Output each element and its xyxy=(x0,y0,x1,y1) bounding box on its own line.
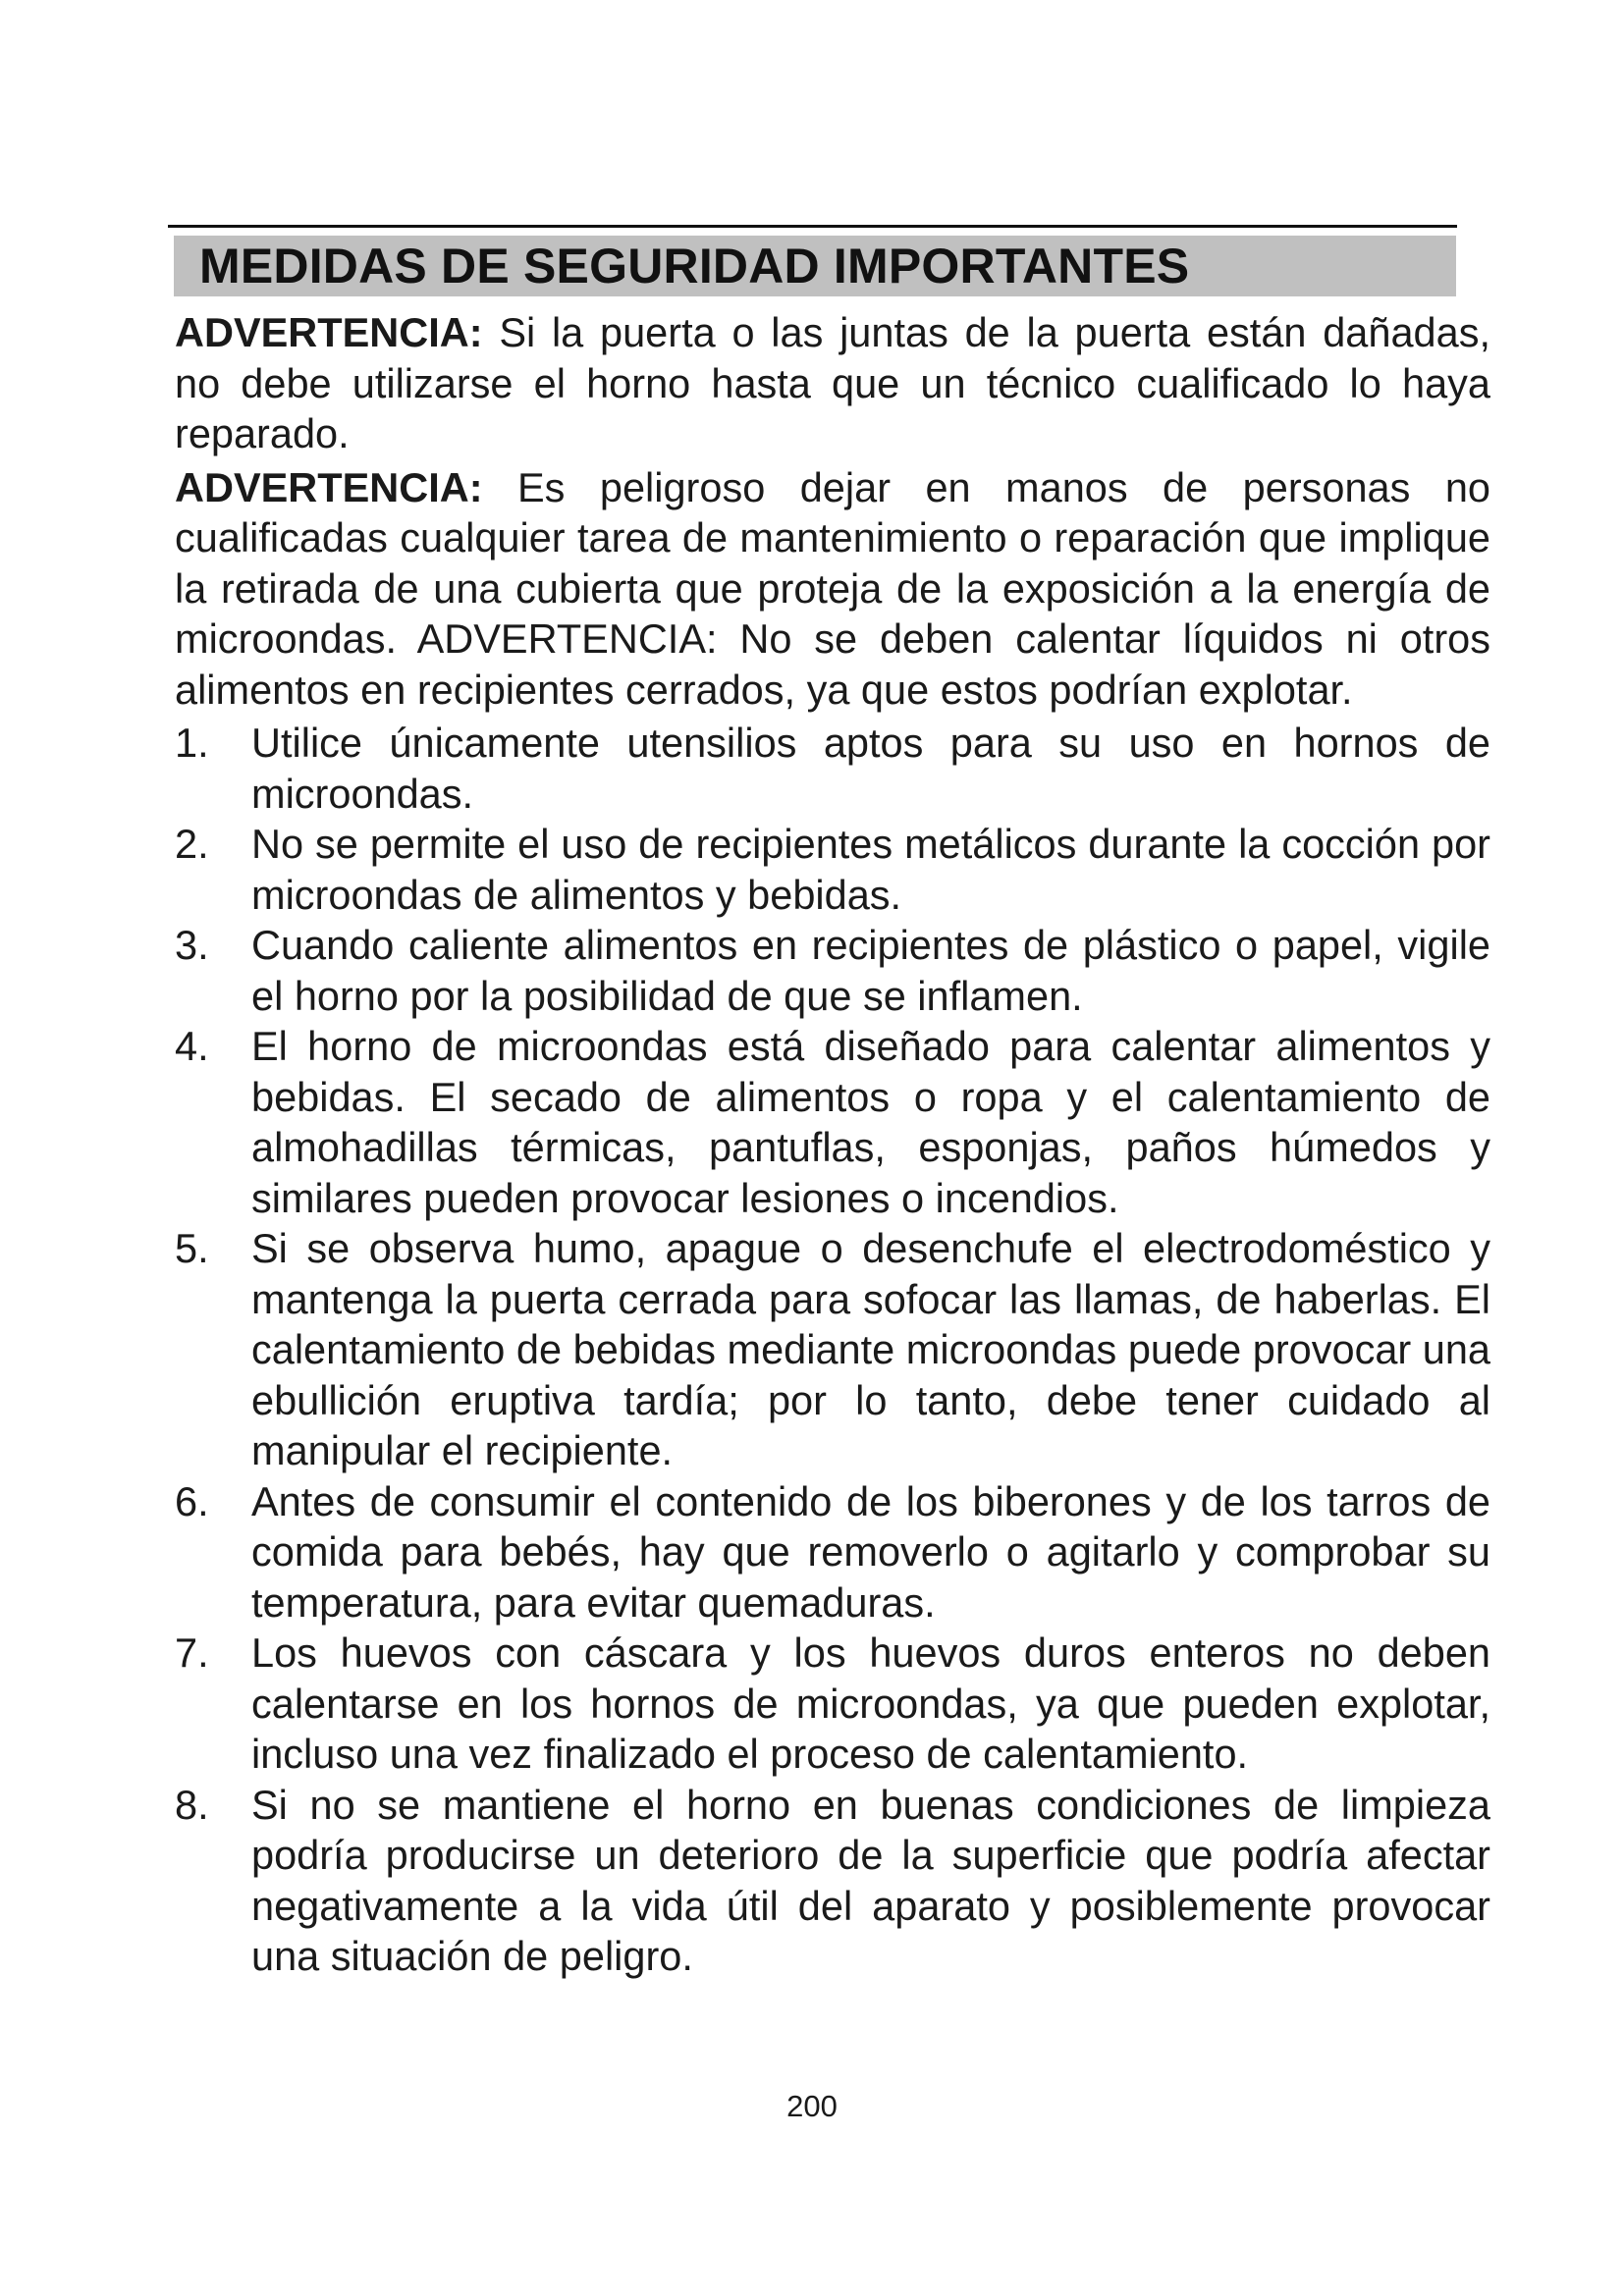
list-item-text: Utilice únicamente utensilios aptos para su uso en hornos de microondas. xyxy=(251,720,1490,817)
list-item-text: Si no se mantiene el horno en buenas condiciones de limpieza podría producirse un deterioro de la superficie que podría afectar negativamente a la vida útil del aparato y posiblemente provocar una situación de peligro. xyxy=(251,1781,1490,1979)
list-item-number: 1. xyxy=(175,720,209,766)
warning-paragraph-2 xyxy=(175,462,1490,716)
list-item xyxy=(175,920,1490,1021)
list-item xyxy=(175,819,1490,920)
list-item-text: No se permite el uso de recipientes metálicos durante la cocción por microondas de alimentos y bebidas. xyxy=(251,821,1490,918)
document-body xyxy=(175,307,1490,1982)
list-item-number: 4. xyxy=(175,1023,209,1069)
list-item-number: 3. xyxy=(175,922,209,968)
list-item xyxy=(175,1021,1490,1223)
list-item-text: El horno de microondas está diseñado para calentar alimentos y bebidas. El secado de alimentos o ropa y el calentamiento de almohadillas térmicas, pantuflas, esponjas, paños húmedos y similares pueden provocar lesiones o incendios. xyxy=(251,1023,1490,1221)
section-title: MEDIDAS DE SEGURIDAD IMPORTANTES xyxy=(199,239,1190,294)
list-item-number: 8. xyxy=(175,1781,209,1828)
list-item xyxy=(175,1223,1490,1476)
list-item-text: Los huevos con cáscara y los huevos duros enteros no deben calentarse en los hornos de microondas, ya que pueden explotar, incluso una vez finalizado el proceso de calentamiento. xyxy=(251,1629,1490,1777)
safety-instructions-list xyxy=(175,718,1490,1982)
list-item xyxy=(175,1628,1490,1780)
warning-paragraph-1 xyxy=(175,307,1490,459)
list-item xyxy=(175,718,1490,819)
list-item-number: 5. xyxy=(175,1225,209,1271)
section-title-band xyxy=(174,236,1456,296)
top-rule-divider xyxy=(168,225,1457,228)
list-item-text: Si se observa humo, apague o desenchufe el electrodoméstico y mantenga la puerta cerrada para sofocar las llamas, de haberlas. El calentamiento de bebidas mediante microondas puede provocar una ebullición eruptiva tardía; por lo tanto, debe tener cuidado al manipular el recipiente. xyxy=(251,1225,1490,1473)
list-item-text: Antes de consumir el contenido de los biberones y de los tarros de comida para bebés, hay que removerlo o agitarlo y comprobar su temperatura, para evitar quemaduras. xyxy=(251,1477,1490,1626)
warning-text: Es peligroso dejar en manos de personas no cualificadas cualquier tarea de mantenimiento o reparación que implique la retirada de una cubierta que proteja de la exposición a la energía de microondas. ADVERTENCIA: No se deben calentar líquidos ni otros alimentos en recipientes cerrados, ya que estos podrían explotar. xyxy=(175,463,1490,713)
list-item xyxy=(175,1780,1490,1982)
list-item-number: 7. xyxy=(175,1629,209,1676)
list-item-number: 6. xyxy=(175,1477,209,1524)
list-item xyxy=(175,1476,1490,1629)
page-number: 200 xyxy=(786,2089,838,2123)
list-item-number: 2. xyxy=(175,821,209,867)
warning-label: ADVERTENCIA: xyxy=(175,309,483,355)
warning-label: ADVERTENCIA: xyxy=(175,463,483,510)
list-item-text: Cuando caliente alimentos en recipientes de plástico o papel, vigile el horno por la posibilidad de que se inflamen. xyxy=(251,922,1490,1019)
warning-text: Si la puerta o las juntas de la puerta están dañadas, no debe utilizarse el horno hasta que un técnico cualificado lo haya reparado. xyxy=(175,309,1490,456)
